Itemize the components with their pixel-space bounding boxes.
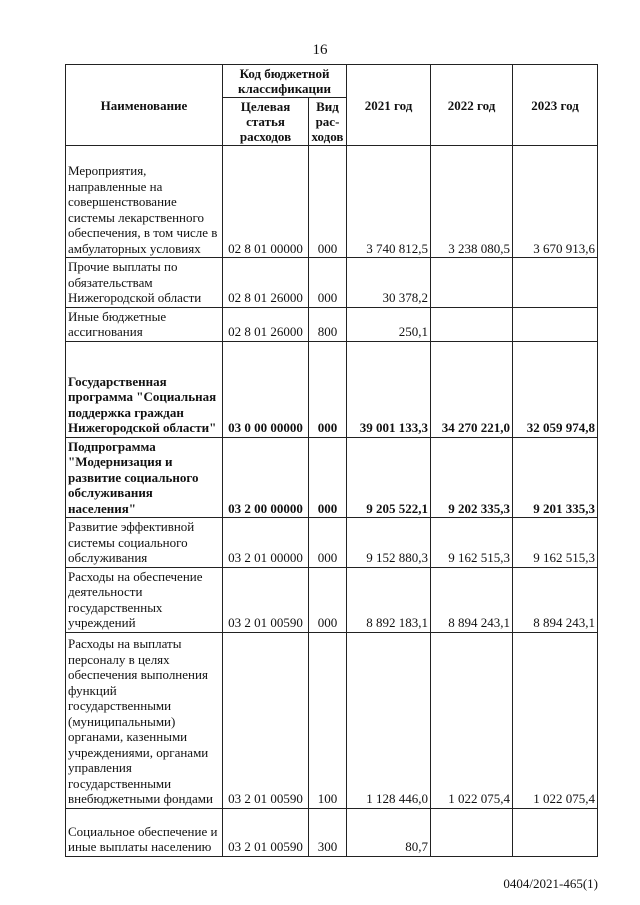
cell-target-article: 03 2 01 00590: [223, 632, 309, 808]
cell-2022: 3 238 080,5: [431, 146, 513, 258]
table-row: [66, 341, 598, 437]
page-number: 16: [312, 42, 328, 58]
cell-2023: 9 162 515,3: [513, 518, 598, 568]
cell-2022: 8 894 243,1: [431, 567, 513, 632]
cell-2022: 9 162 515,3: [431, 518, 513, 568]
cell-2021: 9 152 880,3: [347, 518, 431, 568]
cell-name: Развитие эффективной системы социального обслуживания: [66, 518, 223, 568]
cell-2021: 3 740 812,5: [347, 146, 431, 258]
cell-2023: [513, 307, 598, 341]
cell-target-article: 03 0 00 00000: [223, 341, 309, 437]
cell-name: Мероприятия, направленные на совершенствование системы лекарственного обеспечения, в том числе в амбулаторных условиях: [66, 146, 223, 258]
cell-target-article: 03 2 01 00000: [223, 518, 309, 568]
cell-2021: 30 378,2: [347, 258, 431, 308]
cell-2023: 8 894 243,1: [513, 567, 598, 632]
document-reference: 0404/2021-465(1): [503, 876, 598, 891]
table-row: [66, 258, 598, 308]
cell-target-article: 02 8 01 26000: [223, 258, 309, 308]
table-row: [66, 808, 598, 856]
header-expense-type: Вид рас-ходов: [309, 98, 347, 146]
table-row: [66, 567, 598, 632]
cell-target-article: 02 8 01 00000: [223, 146, 309, 258]
cell-2021: 9 205 522,1: [347, 437, 431, 518]
table-header-row: [66, 65, 598, 98]
cell-2021: 8 892 183,1: [347, 567, 431, 632]
cell-2022: [431, 258, 513, 308]
cell-2021: 1 128 446,0: [347, 632, 431, 808]
cell-name: Прочие выплаты по обязательствам Нижегородской области: [66, 258, 223, 308]
cell-expense-type: 000: [309, 341, 347, 437]
table-row: [66, 437, 598, 518]
cell-2023: 32 059 974,8: [513, 341, 598, 437]
table-row: [66, 307, 598, 341]
cell-target-article: 02 8 01 26000: [223, 307, 309, 341]
cell-name: Расходы на выплаты персоналу в целях обеспечения выполнения функций государственными (муниципальными) органами, казенными учреждениями, органами управления государственными внебюджетными фондами: [66, 632, 223, 808]
cell-2022: 34 270 221,0: [431, 341, 513, 437]
header-target-article: Целевая статья расходов: [223, 98, 309, 146]
cell-expense-type: 000: [309, 437, 347, 518]
cell-2021: 39 001 133,3: [347, 341, 431, 437]
cell-name: Подпрограмма "Модернизация и развитие социального обслуживания населения": [66, 437, 223, 518]
cell-expense-type: 000: [309, 146, 347, 258]
cell-2023: [513, 258, 598, 308]
header-name: Наименование: [66, 65, 223, 146]
cell-expense-type: 800: [309, 307, 347, 341]
table-body: [66, 146, 598, 857]
table-row: [66, 518, 598, 568]
cell-2023: 3 670 913,6: [513, 146, 598, 258]
cell-2022: [431, 808, 513, 856]
header-2022: 2022 год: [431, 65, 513, 146]
table-row: [66, 146, 598, 258]
cell-2022: 9 202 335,3: [431, 437, 513, 518]
cell-2021: 80,7: [347, 808, 431, 856]
header-2023: 2023 год: [513, 65, 598, 146]
cell-target-article: 03 2 01 00590: [223, 567, 309, 632]
header-2021: 2021 год: [347, 65, 431, 146]
cell-name: Социальное обеспечение и иные выплаты населению: [66, 808, 223, 856]
cell-target-article: 03 2 00 00000: [223, 437, 309, 518]
header-kbk-group: Код бюджетной классификации: [223, 65, 347, 98]
cell-expense-type: 000: [309, 258, 347, 308]
cell-target-article: 03 2 01 00590: [223, 808, 309, 856]
cell-2021: 250,1: [347, 307, 431, 341]
cell-2023: 9 201 335,3: [513, 437, 598, 518]
cell-expense-type: 100: [309, 632, 347, 808]
table-row: [66, 632, 598, 808]
cell-expense-type: 300: [309, 808, 347, 856]
cell-2022: [431, 307, 513, 341]
cell-2023: [513, 808, 598, 856]
cell-expense-type: 000: [309, 518, 347, 568]
budget-table: [65, 64, 598, 857]
cell-2022: 1 022 075,4: [431, 632, 513, 808]
cell-name: Государственная программа "Социальная поддержка граждан Нижегородской области": [66, 341, 223, 437]
cell-name: Расходы на обеспечение деятельности государственных учреждений: [66, 567, 223, 632]
cell-expense-type: 000: [309, 567, 347, 632]
cell-name: Иные бюджетные ассигнования: [66, 307, 223, 341]
cell-2023: 1 022 075,4: [513, 632, 598, 808]
